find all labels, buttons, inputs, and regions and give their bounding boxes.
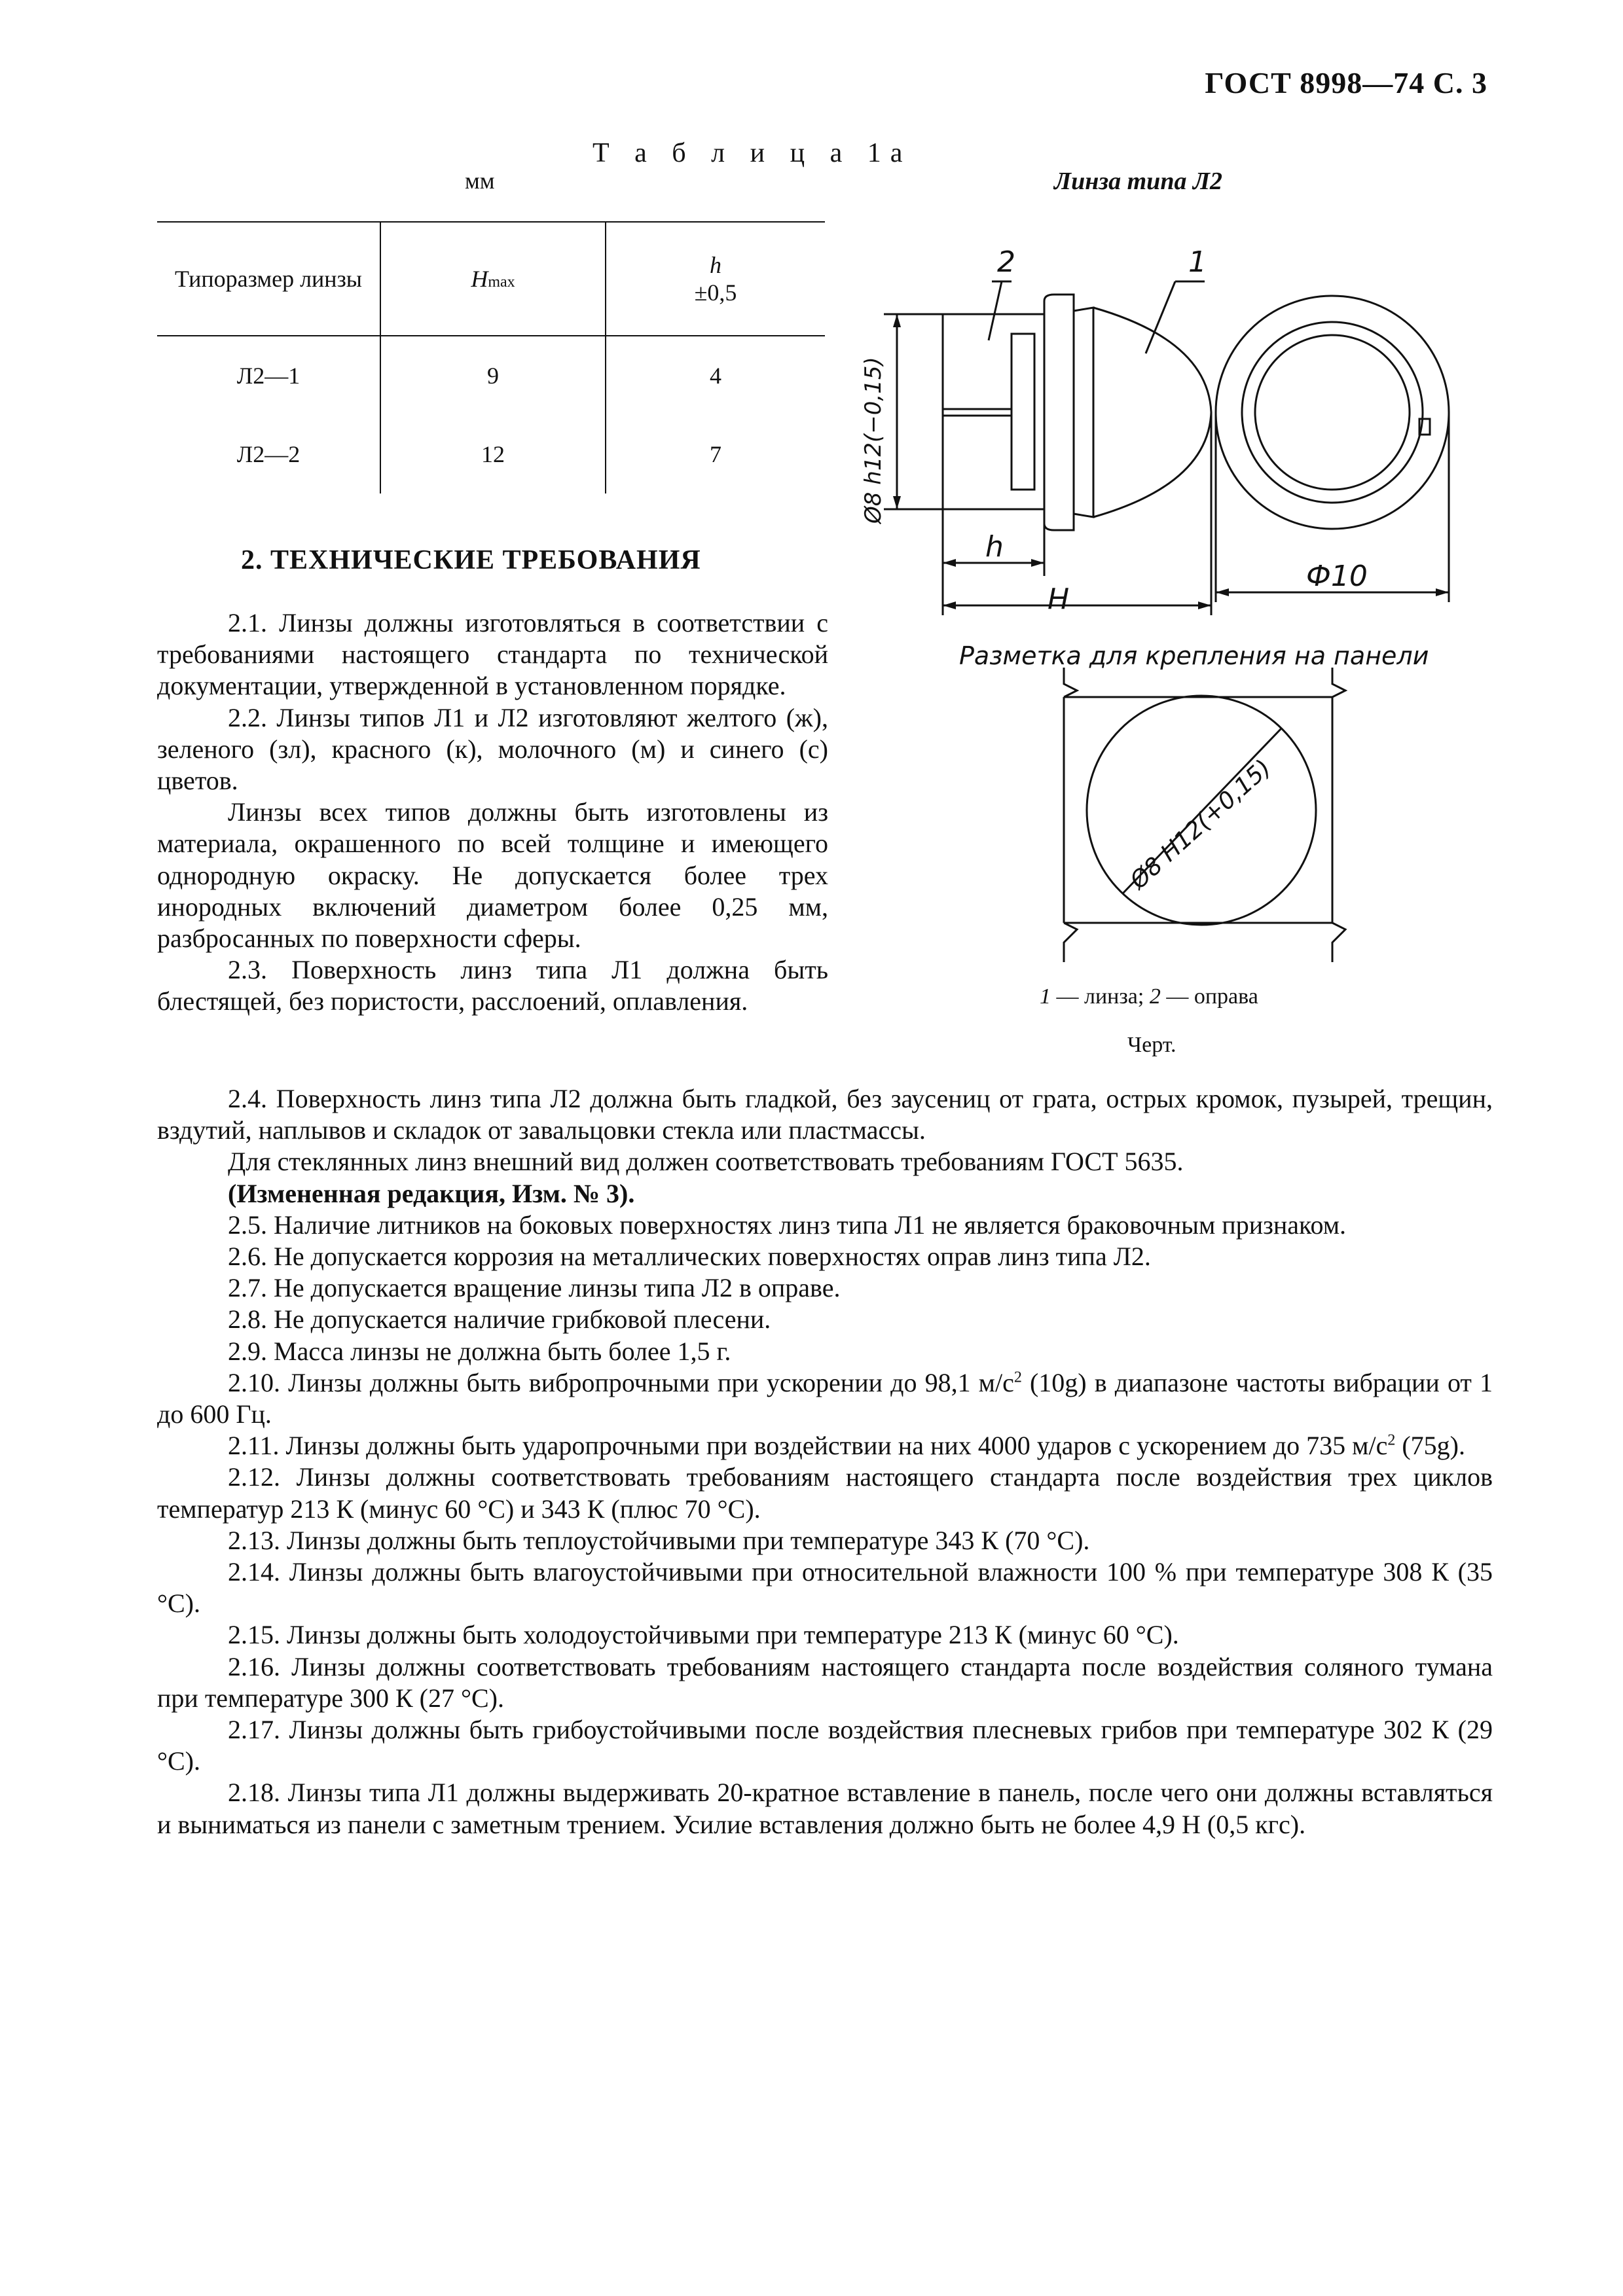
document-header: ГОСТ 8998—74 С. 3: [1205, 66, 1487, 99]
arrow: [1436, 588, 1449, 596]
paragraph: 2.5. Наличие литников на боковых поверхностях линз типа Л1 не является браковочным признаком.: [228, 1210, 1347, 1240]
callout-1: 1: [1188, 245, 1207, 279]
paragraph: [157, 1430, 1493, 1462]
front-inner-circle: [1242, 322, 1423, 503]
header-h: [606, 222, 825, 336]
paragraph: 2.17. Линзы должны быть грибоустойчивыми после воздействия плесневых грибов при температуре 302 К (29 °С).: [157, 1715, 1493, 1776]
paragraph-part: 2.10. Линзы должны быть вибропрочными при ускорении до 98,1 м/с: [228, 1367, 1014, 1397]
paragraph: 2.12. Линзы должны соответствовать требованиям настоящего стандарта после воздействия трех циклов температур 213 К (минус 60 °С) и 343 К (плюс 70 °С).: [157, 1462, 1493, 1524]
table-row: [157, 415, 825, 493]
cell-hmax: 9: [380, 336, 606, 415]
lens-collar: [1074, 308, 1093, 517]
cell-h: 4: [710, 363, 721, 389]
cell-size: Л2—1: [157, 336, 380, 415]
paragraph: 2.2. Линзы типов Л1 и Л2 изготовляют желтого (ж), зеленого (зл), красного (к), молочного (м) и синего (с) цветов.: [157, 702, 828, 796]
lens-drawing: [845, 236, 1493, 969]
paragraph: 2.7. Не допускается вращение линзы типа Л2 в оправе.: [228, 1273, 841, 1303]
arrow: [943, 559, 956, 567]
mount-body: [943, 314, 1044, 509]
table-caption: Т а б л и ц а 1а: [593, 138, 912, 168]
legend-1-number: 1: [1040, 984, 1051, 1009]
lens-size-table: [157, 221, 825, 493]
arrow: [893, 314, 901, 327]
paragraph: 2.1. Линзы должны изготовляться в соответствии с требованиями настоящего стандарта по технической документации, утвержденной в установленном порядке.: [157, 608, 828, 701]
paragraph: 2.6. Не допускается коррозия на металлических поверхностях оправ линз типа Л2.: [228, 1242, 1151, 1272]
header-hmax: [380, 222, 606, 336]
arrow: [1031, 559, 1044, 567]
dim-marking-hole: Ø8 H12(+0,15): [1125, 754, 1277, 895]
header-h-tolerance: ±0,5: [694, 279, 737, 306]
cell-hmax: 12: [380, 415, 606, 493]
edit-note: (Измененная редакция, Изм. № 3).: [228, 1178, 635, 1208]
superscript: 2: [1387, 1431, 1396, 1449]
legend-2-number: 2: [1149, 984, 1161, 1009]
arrow: [1198, 601, 1211, 609]
paragraph-part: (75g).: [1395, 1431, 1465, 1461]
table-header-row: [157, 222, 825, 336]
superscript: 2: [1013, 1369, 1022, 1386]
figure-legend: [1040, 984, 1258, 1009]
full-width-text: [157, 1083, 1493, 1840]
front-outer-circle: [1216, 296, 1449, 529]
front-lens-circle: [1255, 335, 1410, 490]
paragraph: 2.14. Линзы должны быть влагоустойчивыми при относительной влажности 100 % при температуре 308 К (35 °С).: [157, 1557, 1493, 1619]
header-hmax-symbol: H: [471, 266, 488, 292]
paragraph-part: 2.11. Линзы должны быть ударопрочными при воздействии на них 4000 ударов с ускорением до 735 м/с: [228, 1431, 1388, 1461]
dim-d10: Ф10: [1306, 560, 1368, 593]
arrow: [1216, 588, 1229, 596]
dim-h: h: [985, 530, 1004, 564]
dim-H: H: [1048, 583, 1070, 616]
paragraph: [157, 1367, 1493, 1430]
marking-caption: Разметка для крепления на панели: [959, 641, 1429, 670]
mount-slot: [1012, 334, 1034, 490]
paragraph: 2.16. Линзы должны соответствовать требованиям настоящего стандарта после воздействия соляного тумана при температуре 300 К (27 °С).: [157, 1651, 1493, 1713]
paragraph: 2.3. Поверхность линз типа Л1 должна быть блестящей, без пористости, расслоений, оплавления.: [157, 955, 828, 1016]
legend-2-text: — оправа: [1160, 984, 1258, 1009]
figure-title: Линза типа Л2: [1054, 168, 1223, 195]
cell-h: 7: [710, 441, 721, 467]
paragraph-part: (10g) в диапазоне частоты вибрации от 1 до 600 Гц.: [157, 1367, 1493, 1429]
paragraph: 2.13. Линзы должны быть теплоустойчивыми при температуре 343 К (70 °С).: [228, 1525, 1090, 1555]
arrow: [893, 496, 901, 509]
paragraph: 2.9. Масса линзы не должна быть более 1,5 г.: [228, 1336, 731, 1366]
cell-size: Л2—2: [157, 415, 380, 493]
legend-1-text: — линза;: [1051, 984, 1150, 1009]
table-row: [157, 336, 825, 415]
callout-2: 2: [997, 245, 1015, 279]
left-column-text: [157, 607, 828, 1018]
marking-break-left: [1064, 668, 1077, 962]
figure-label: Черт.: [1127, 1033, 1176, 1057]
dim-mount-diameter: Ø8 h12(−0,15): [860, 357, 886, 524]
header-size: Типоразмер линзы: [157, 222, 380, 336]
section-title: 2. ТЕХНИЧЕСКИЕ ТРЕБОВАНИЯ: [241, 545, 701, 575]
table-unit: мм: [465, 168, 495, 194]
header-h-symbol: h: [710, 252, 721, 278]
paragraph: 2.15. Линзы должны быть холодоустойчивыми при температуре 213 К (минус 60 °С).: [228, 1620, 1179, 1650]
paragraph: 2.8. Не допускается наличие грибковой плесени.: [228, 1304, 771, 1335]
paragraph: 2.4. Поверхность линз типа Л2 должна быть гладкой, без заусениц от грата, острых кромок, пузырей, трещин, вздутий, наплывов и складок от завальцовки стекла или пластмассы.: [157, 1084, 1493, 1145]
arrow: [943, 601, 956, 609]
lens-flange: [1044, 295, 1074, 530]
paragraph: Для стеклянных линз внешний вид должен соответствовать требованиям ГОСТ 5635.: [228, 1147, 1184, 1177]
marking-break-right: [1332, 668, 1345, 962]
paragraph: Линзы всех типов должны быть изготовлены из материала, окрашенного по всей толщине и имеющего однородную окраску. Не допускается более трех инородных включений диаметром более 0,25 мм, разбросанных по поверхности сферы.: [157, 797, 828, 954]
header-hmax-subscript: max: [488, 274, 515, 291]
paragraph: 2.18. Линзы типа Л1 должны выдерживать 20-кратное вставление в панель, после чего они должны вставляться и выниматься из панели с заметным трением. Усилие вставления должно быть не более 4,9 Н (0,5 кгс).: [157, 1778, 1493, 1839]
callout-leader: [989, 281, 1002, 340]
